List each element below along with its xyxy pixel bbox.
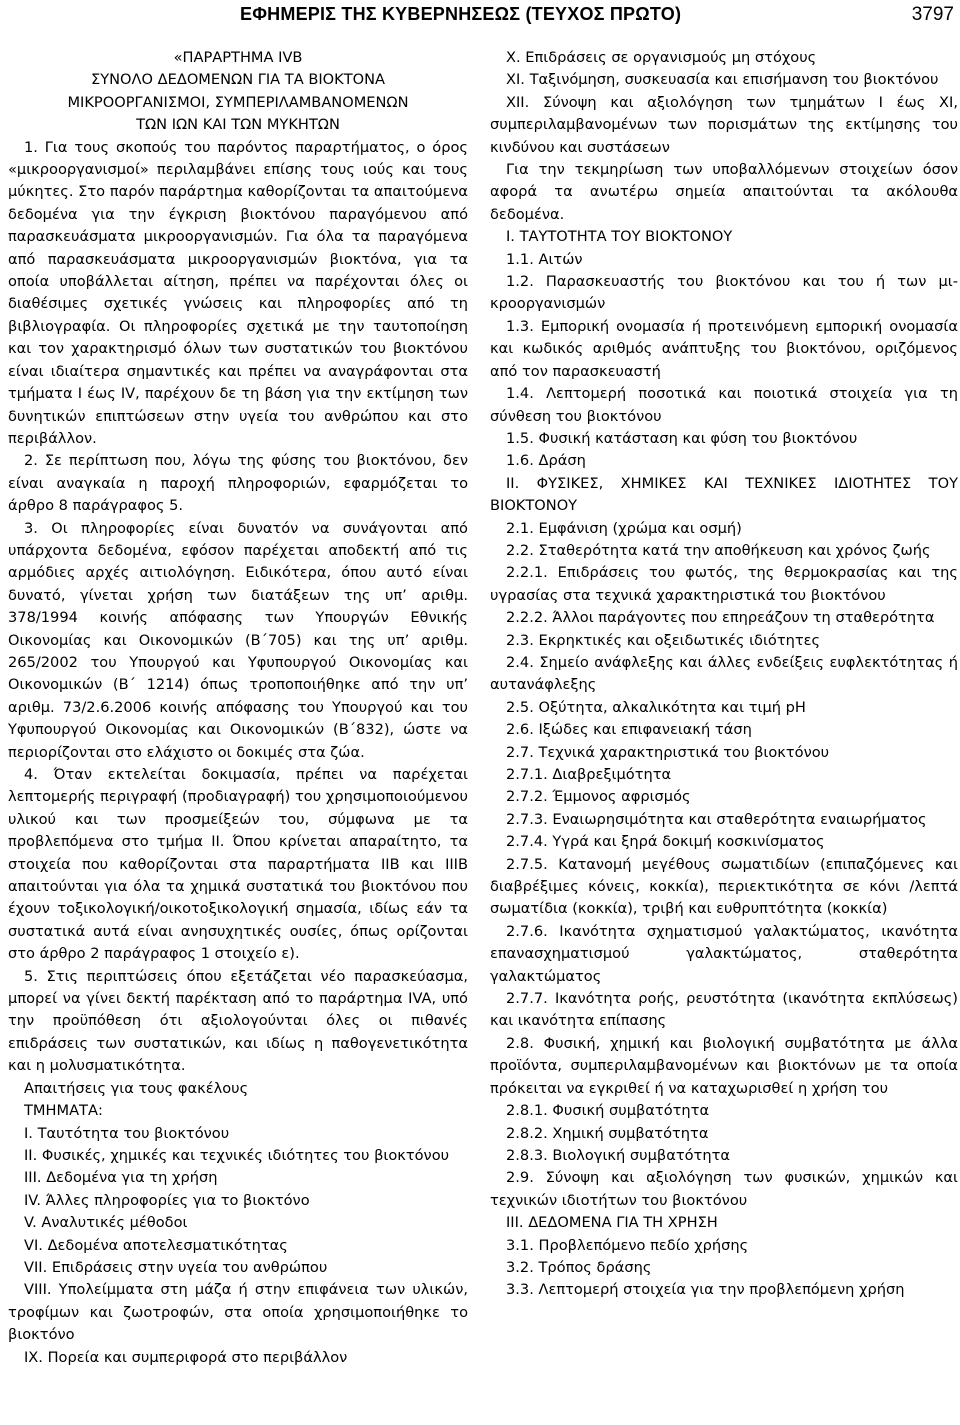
section-item: IV. Άλλες πληροφορίες για το βιοκτόνο	[24, 1191, 310, 1209]
paragraph-5: 5. Στις περιπτώσεις όπου εξετάζεται νέο παρασκεύασμα, μπορεί να γίνει δεκτή παρέκταση από το παράρτημα IVA, υπό την προϋπόθεση ότι αξιολογούνται όλες οι πιθανές επιδράσεις των συστατικών, και ιδίως η παθογενετικότητα και η μολυσματικότητα.	[8, 967, 468, 1075]
list-item: 2.1. Εμφάνιση (χρώμα και οσμή)	[506, 519, 742, 537]
list-item: 2.5. Οξύτητα, αλκαλικότητα και τιμή pH	[506, 698, 806, 716]
list-item: 3.3. Λεπτομερή στοιχεία για την προβλεπόμενη χρήση	[506, 1281, 905, 1299]
list-item: 2.4. Σημείο ανάφλεξης και άλλες ενδείξεις ευφλεκτότητας ή αυτανάφλεξης	[490, 653, 958, 694]
list-item: 2.7.7. Ικανότητα ροής, ρευστότητα (ικανότητα εκπλύσεως) και ικανότητα επίπασης	[490, 990, 958, 1030]
gazette-title: ΕΦΗΜΕΡΙΣ ΤΗΣ ΚΥΒΕΡΝΗΣΕΩΣ (ΤΕΥΧΟΣ ΠΡΩΤΟ)	[240, 4, 682, 24]
sections-label: ΤΜΗΜΑΤΑ:	[24, 1102, 103, 1120]
list-item: Για την τεκμηρίωση των υποβαλλόμενων στοιχείων όσον αφορά τα ανωτέρω σημεία απαιτούνται τα ακόλουθα δεδομένα.	[490, 161, 958, 223]
list-item: 1.3. Εμπορική ονομασία ή προτεινόμενη εμπορική ονομασία και κωδικός αριθμός ανάπτυξης του βιοκτόνου, οριζόμενος από τον παρασκευαστή	[490, 317, 958, 380]
section-item: VIII. Υπολείμματα στη μάζα ή στην επιφάνεια των υλικών, τροφίμων και ζωοτροφών, στα οποία χρησιμοποιήθηκε το βιοκτόνο	[8, 1281, 468, 1344]
list-item: 2.7.4. Υγρά και ξηρά δοκιμή κοσκινίσματος	[506, 833, 825, 851]
section-heading: II. ΦΥΣΙΚΕΣ, ΧΗΜΙΚΕΣ ΚΑΙ ΤΕΧΝΙΚΕΣ ΙΔΙΟΤΗΤΕΣ ΤΟΥ ΒΙΟΚΤΟΝΟΥ	[490, 474, 958, 515]
annex-title-line: «ΠΑΡΑΡΤΗΜΑ IVB	[173, 49, 303, 66]
list-item: XI. Ταξινόμηση, συσκευασία και επισήμανση του βιοκτόνου	[506, 71, 939, 89]
list-item: 3.1. Προβλεπόμενο πεδίο χρήσης	[506, 1236, 749, 1254]
paragraph-3: 3. Οι πληροφορίες είναι δυνατόν να συνάγονται από υπάρχοντα δεδομένα, εφόσον παρέχεται αποδεκτή από τις αρμόδιες αρχές αιτιολόγηση. Ειδικότερα, όπου αυτό είναι δυνατό, γίνεται χρήση των διατάξεων της υπ’ αριθμ. 378/1994 κοινής απόφασης των Υπουργών Εθνικής Οικονομίας και Οικονομικών (Β΄705) και της υπ’ αριθμ. 265/2002 του Υπουργού και Υφυπουργού Οικονομίας και Οικονομικών (Β΄ 1214) όπως τροποποιήθηκε από την υπ’ αριθμ. 73/2.6.2006 κοινής απόφασης του Υπουργού και του Υφυπουργού Οικονομίας και Οικονομικών (Β΄832), ώστε να περιορίζονται στο ελάχιστο οι δοκιμές στα ζώα.	[8, 519, 468, 761]
list-item: 1.6. Δράση	[506, 452, 586, 470]
list-item: 2.8.2. Χημική συμβατότητα	[506, 1124, 709, 1142]
paragraph-1: 1. Για τους σκοπούς του παρόντος παραρτήματος, ο όρος «μικροοργανισμοί» περιλαμβάνει επίσης τους ιούς και τους μύκητες. Στο παρόν παράρτημα καθορίζονται τα απαιτούμενα δεδομένα για την έγκριση βιοκτόνου παραγόμενου από παρασκευάσματα μικροοργανισμών. Για όλα τα παραγόμενα από παρασκευάσματα μικροοργανισμών βιοκτόνα, για τα οποία υποβάλλεται αίτηση, πρέπει να παρέχονται όλες οι διαθέσιμες σχετικές γνώσεις και πληροφορίες από τη βιβλιογραφία. Οι πληροφορίες σχετικά με την ταυτοποίηση και τον χαρακτηρισμό όλων των συστατικών του βιοκτόνου είναι ιδιαίτερα σημαντικές και πρέπει να αναγράφονται στα τμήματα I έως IV, παρέχουν δε τη βάση για την εκτίμηση των δυνητικών επιπτώσεων στην υγεία του ανθρώπου και στο περιβάλλον.	[8, 138, 468, 447]
list-item: 1.5. Φυσική κατάσταση και φύση του βιοκτόνου	[506, 429, 858, 447]
list-item: 2.8.1. Φυσική συμβατότητα	[506, 1102, 710, 1120]
list-item: 2.2.2. Άλλοι παράγοντες που επηρεάζουν τη σταθερότητα	[506, 609, 935, 627]
page-header	[0, 4, 960, 30]
list-item: 2.2. Σταθερότητα κατά την αποθήκευση και χρόνος ζωής	[506, 541, 931, 559]
section-item: IX. Πορεία και συμπεριφορά στο περιβάλλον	[24, 1348, 348, 1366]
list-item: 1.1. Αιτών	[506, 250, 583, 268]
list-item: 2.3. Εκρηκτικές και οξειδωτικές ιδιότητες	[506, 631, 821, 649]
left-column	[8, 47, 468, 1369]
list-item: X. Επιδράσεις σε οργανισμούς μη στόχους	[506, 49, 817, 66]
annex-title-line: ΜΙΚΡΟΟΡΓΑΝΙΣΜΟΙ, ΣΥΜΠΕΡΙΛΑΜΒΑΝΟΜΕΝΩΝ	[67, 93, 409, 111]
list-item: 2.2.1. Επιδράσεις του φωτός, της θερμοκρασίας και της υγρασίας στα τεχνικά χαρακτηριστικά του βιοκτόνου	[490, 564, 958, 604]
dossier-requirements-heading: Απαιτήσεις για τους φακέλους	[24, 1079, 249, 1097]
section-item: VII. Επιδράσεις στην υγεία του ανθρώπου	[24, 1258, 328, 1276]
paragraph-4: 4. Όταν εκτελείται δοκιμασία, πρέπει να παρέχεται λεπτομερής περιγραφή (προδιαγραφή) του χρησιμοποιούμενου υλικού και των προσμείξεών του, σύμφωνα με τα προβλεπόμενα στο τμήμα II. Όπου κρίνεται απαραίτητο, τα στοιχεία που καθορίζονται στα παραρτήματα IIB και IIIB απαιτούνται για όλα τα χημικά συστατικά του βιοκτόνου που έχουν τοξικολογική/οικοτοξικολογική σημασία, ιδίως εάν τα συστατικά αυτά είναι ανησυχητικές ουσίες, όπως ορίζονται στο άρθρο 2 παράγραφος 1 στοιχείο ε).	[8, 766, 468, 963]
list-item: XII. Σύνοψη και αξιολόγηση των τμημάτων I έως XI, συμπεριλαμβανομένων των πορισμάτων της εκτίμησης του κινδύνου και συστάσεων	[490, 93, 958, 156]
list-item: 2.7.2. Έμμονος αφρισμός	[506, 788, 691, 806]
list-item: 2.8.3. Βιολογική συμβατότητα	[506, 1146, 730, 1164]
list-item: 2.7.6. Ικανότητα σχηματισμού γαλακτώματος, ικανότητα επανασχηματισμού γαλακτώματος, σταθερότητα γαλακτώματος	[490, 922, 958, 985]
section-item: V. Αναλυτικές μέθοδοι	[24, 1214, 188, 1232]
annex-title-line: ΣΥΝΟΛΟ ΔΕΔΟΜΕΝΩΝ ΓΙΑ ΤΑ ΒΙΟΚΤΟΝΑ	[90, 71, 386, 89]
list-item: 2.6. Ιξώδες και επιφανειακή τάση	[506, 721, 752, 739]
list-item: 2.7.5. Κατανομή μεγέθους σωματιδίων (επιπαζόμενες και διαβρέξιμες κόνεις, κοκκία), περιεκτικότητα σε κόνι /λεπτά σωματίδια (κοκκία), τριβή και ευθρυπτότητα (κοκκία)	[490, 855, 958, 918]
page-number: 3797	[911, 4, 954, 25]
list-item: 2.7. Τεχνικά χαρακτηριστικά του βιοκτόνου	[506, 743, 830, 761]
list-item: 2.9. Σύνοψη και αξιολόγηση των φυσικών, χημικών και τεχνικών ιδιοτήτων του βιοκτόνου	[490, 1169, 958, 1209]
list-item: 2.8. Φυσική, χημική και βιολογική συμβατότητα με άλλα προϊόντα, συμπεριλαμβανομένων και βιοκτόνων με τα οποία πρόκειται να εγκριθεί ή να καταχωρισθεί η χρήση του	[490, 1034, 958, 1097]
list-item: 2.7.1. Διαβρεξιμότητα	[506, 766, 672, 783]
section-item: III. Δεδομένα για τη χρήση	[24, 1169, 218, 1187]
annex-title-line: ΤΩΝ ΙΩΝ ΚΑΙ ΤΩΝ ΜΥΚΗΤΩΝ	[136, 116, 340, 134]
section-heading: I. ΤΑΥΤΟΤΗΤΑ ΤΟΥ ΒΙΟΚΤΟΝΟΥ	[506, 228, 733, 246]
section-item: II. Φυσικές, χημικές και τεχνικές ιδιότητες του βιοκτόνου	[24, 1146, 450, 1164]
list-item: 1.2. Παρασκευαστής του βιοκτόνου και του ή των μικροοργανισμών	[490, 273, 958, 313]
section-item: VI. Δεδομένα αποτελεσματικότητας	[24, 1236, 288, 1254]
right-column	[490, 47, 958, 1302]
list-item: 2.7.3. Εναιωρησιμότητα και σταθερότητα εναιωρήματος	[506, 810, 927, 828]
section-heading: III. ΔΕΔΟΜΕΝΑ ΓΙΑ ΤΗ ΧΡΗΣΗ	[506, 1214, 718, 1232]
section-item: I. Ταυτότητα του βιοκτόνου	[24, 1124, 230, 1142]
paragraph-2: 2. Σε περίπτωση που, λόγω της φύσης του βιοκτόνου, δεν είναι αναγκαία η παροχή πληροφοριών, εφαρμόζεται το άρθρο 8 παράγραφος 5.	[8, 452, 468, 515]
list-item: 3.2. Τρόπος δράσης	[506, 1258, 652, 1276]
list-item: 1.4. Λεπτομερή ποσοτικά και ποιοτικά στοιχεία για τη σύνθεση του βιοκτόνου	[490, 385, 958, 425]
